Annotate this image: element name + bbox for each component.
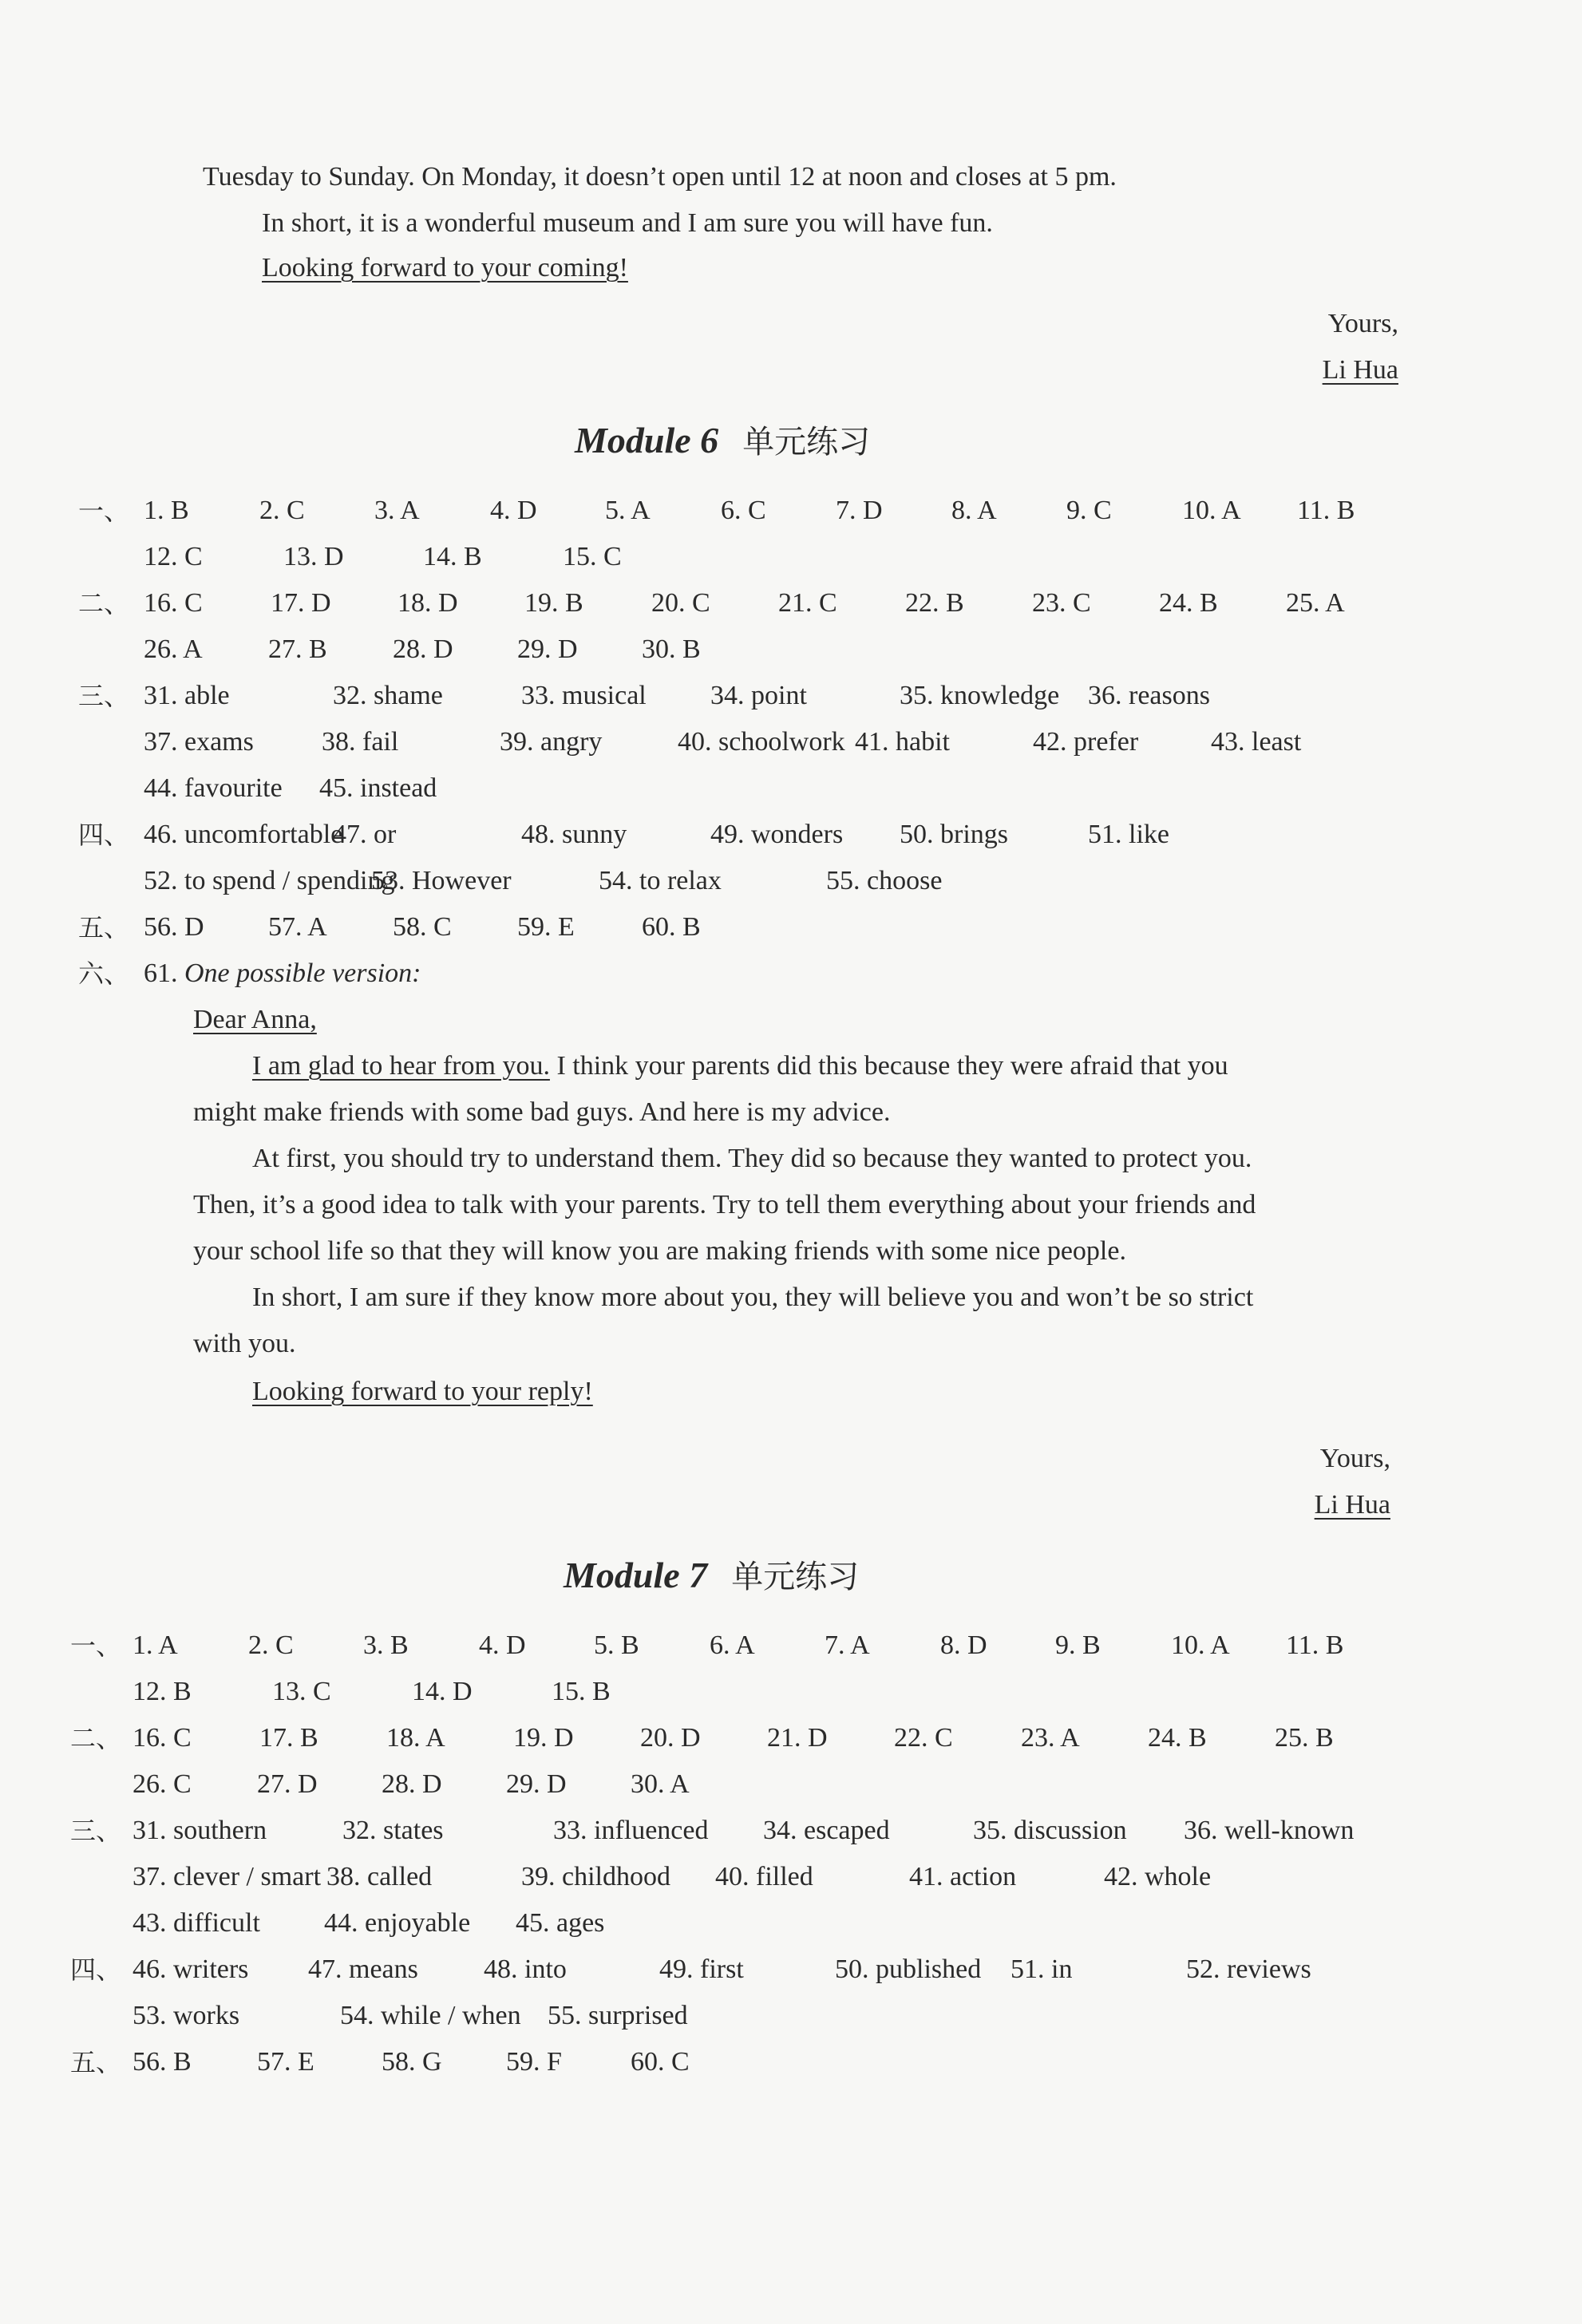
- letter-line: with you.: [193, 1329, 296, 1358]
- answer-item: 50. published: [835, 1954, 982, 1984]
- module7-heading: [564, 1551, 859, 1601]
- answer-item: 46. uncomfortable: [144, 820, 343, 849]
- answer-item: 51. in: [1011, 1954, 1073, 1984]
- answer-item: 10. A: [1182, 496, 1241, 525]
- answer-item: 13. C: [272, 1677, 331, 1706]
- answer-item: 21. C: [778, 588, 837, 618]
- answer-item: 44. enjoyable: [324, 1908, 471, 1938]
- answer-item: 42. prefer: [1033, 727, 1139, 757]
- answer-item: 24. B: [1148, 1723, 1207, 1753]
- answer-item: 3. A: [374, 496, 420, 525]
- answer-item: 10. A: [1171, 1630, 1230, 1660]
- question-number: [144, 956, 421, 991]
- letter-line: At first, you should try to understand them. They did so because they wanted to protect you.: [252, 1144, 1252, 1173]
- answer-item: 1. A: [132, 1630, 178, 1660]
- module7-title: Module 7: [564, 1555, 708, 1595]
- answer-item: 25. A: [1286, 588, 1345, 618]
- answer-item: 48. sunny: [521, 820, 627, 849]
- answer-item: 49. wonders: [710, 820, 844, 849]
- answer-item: 36. well-known: [1184, 1816, 1355, 1845]
- answer-item: 5. A: [605, 496, 651, 525]
- section-label: 四、: [78, 820, 130, 850]
- answer-item: 6. A: [710, 1630, 755, 1660]
- answer-item: 4. D: [479, 1630, 526, 1660]
- answer-item: 18. A: [386, 1723, 445, 1753]
- answer-item: 30. B: [642, 634, 701, 664]
- answer-item: 22. B: [905, 588, 964, 618]
- answer-item: 27. D: [257, 1769, 318, 1799]
- letter-line: Tuesday to Sunday. On Monday, it doesn’t open until 12 at noon and closes at 5 pm.: [203, 162, 1117, 192]
- answer-item: 2. C: [259, 496, 305, 525]
- answer-item: 43. difficult: [132, 1908, 260, 1938]
- answer-item: 31. southern: [132, 1816, 267, 1845]
- answer-item: 4. D: [490, 496, 537, 525]
- answer-item: 30. A: [631, 1769, 690, 1799]
- section-label: 一、: [78, 496, 130, 526]
- answer-item: 22. C: [894, 1723, 953, 1753]
- answer-item: 6. C: [721, 496, 766, 525]
- answer-item: 55. surprised: [548, 2001, 688, 2030]
- section-label: 二、: [70, 1723, 122, 1753]
- section-label: 三、: [70, 1816, 122, 1846]
- letter-line: might make friends with some bad guys. And here is my advice.: [193, 1097, 891, 1127]
- module7-title-cn: 单元练习: [731, 1559, 860, 1595]
- section-label: 五、: [70, 2047, 122, 2077]
- letter-line: In short, it is a wonderful museum and I am sure you will have fun.: [262, 208, 993, 238]
- section-label: 四、: [70, 1954, 122, 1985]
- answer-item: 15. C: [563, 542, 622, 571]
- letter-line-underlined: Looking forward to your reply!: [252, 1377, 593, 1406]
- answer-item: 56. D: [144, 912, 204, 942]
- answer-item: 9. C: [1066, 496, 1112, 525]
- answer-item: 45. ages: [516, 1908, 605, 1938]
- answer-item: 11. B: [1297, 496, 1355, 525]
- answer-item: 7. D: [836, 496, 883, 525]
- answer-item: 12. C: [144, 542, 203, 571]
- answer-item: 43. least: [1211, 727, 1302, 757]
- answer-item: 39. angry: [500, 727, 603, 757]
- answer-item: 56. B: [132, 2047, 192, 2077]
- answer-item: 33. musical: [521, 681, 647, 710]
- answer-item: 32. shame: [333, 681, 443, 710]
- answer-item: 44. favourite: [144, 773, 283, 803]
- letter-line-underlined: Looking forward to your coming!: [262, 253, 628, 283]
- answer-item: 41. habit: [855, 727, 950, 757]
- answer-item: 27. B: [268, 634, 327, 664]
- answer-item: 41. action: [909, 1862, 1017, 1891]
- answer-item: 38. fail: [322, 727, 399, 757]
- answer-item: 40. schoolwork: [678, 727, 845, 757]
- answer-item: 57. A: [268, 912, 327, 942]
- answer-item: 52. to spend / spending: [144, 866, 395, 895]
- answer-item: 14. B: [423, 542, 482, 571]
- answer-item: 58. C: [393, 912, 452, 942]
- answer-item: 59. F: [506, 2047, 562, 2077]
- answer-item: 51. like: [1088, 820, 1169, 849]
- answer-item: 29. D: [517, 634, 578, 664]
- letter-text: I think your parents did this because they were afraid that you: [549, 1051, 1228, 1081]
- letter-salutation: Dear Anna,: [193, 1005, 317, 1034]
- answer-item: 18. D: [397, 588, 458, 618]
- answer-item: 53. However: [371, 866, 512, 895]
- answer-item: 40. filled: [715, 1862, 813, 1891]
- answer-item: 5. B: [594, 1630, 639, 1660]
- answer-item: 37. clever / smart: [132, 1862, 322, 1891]
- answer-item: 24. B: [1159, 588, 1218, 618]
- answer-item: 8. A: [951, 496, 997, 525]
- answer-item: 25. B: [1275, 1723, 1334, 1753]
- answer-item: 48. into: [484, 1954, 567, 1984]
- answer-item: 60. B: [642, 912, 701, 942]
- letter-closing: Yours,: [1319, 1444, 1390, 1473]
- answer-item: 54. to relax: [599, 866, 722, 895]
- letter-signature: Li Hua: [1322, 355, 1398, 385]
- answer-item: 42. whole: [1104, 1862, 1212, 1891]
- answer-item: 46. writers: [132, 1954, 249, 1984]
- answer-item: 47. means: [308, 1954, 418, 1984]
- section-label: 六、: [78, 958, 130, 989]
- answer-item: 45. instead: [319, 773, 437, 803]
- module6-title-cn: 单元练习: [742, 424, 871, 460]
- answer-item: 17. D: [271, 588, 331, 618]
- answer-item: 26. C: [132, 1769, 192, 1799]
- answer-item: 3. B: [363, 1630, 409, 1660]
- answer-item: 35. knowledge: [900, 681, 1060, 710]
- answer-item: 21. D: [767, 1723, 828, 1753]
- answer-item: 12. B: [132, 1677, 192, 1706]
- answer-item: 55. choose: [826, 866, 943, 895]
- answer-item: 14. D: [412, 1677, 473, 1706]
- answer-item: 28. D: [382, 1769, 442, 1799]
- module6-title: Module 6: [575, 420, 719, 460]
- answer-item: 35. discussion: [973, 1816, 1127, 1845]
- answer-item: 29. D: [506, 1769, 567, 1799]
- section-label: 三、: [78, 681, 130, 711]
- answer-item: 54. while / when: [340, 2001, 521, 2030]
- q61-label: One possible version:: [184, 958, 421, 988]
- answer-item: 19. D: [513, 1723, 574, 1753]
- module6-heading: [575, 417, 870, 466]
- answer-item: 34. escaped: [763, 1816, 890, 1845]
- answer-item: 34. point: [710, 681, 807, 710]
- section-label: 五、: [78, 912, 130, 943]
- answer-item: 37. exams: [144, 727, 254, 757]
- answer-item: 57. E: [257, 2047, 314, 2077]
- answer-item: 9. B: [1055, 1630, 1101, 1660]
- answer-item: 11. B: [1286, 1630, 1344, 1660]
- underlined-phrase: I am glad to hear from you.: [252, 1051, 550, 1081]
- answer-item: 36. reasons: [1088, 681, 1210, 710]
- answer-item: 16. C: [144, 588, 203, 618]
- answer-item: 32. states: [342, 1816, 444, 1845]
- answer-item: 50. brings: [900, 820, 1008, 849]
- letter-line: your school life so that they will know you are making friends with some nice people.: [193, 1236, 1126, 1266]
- answer-item: 31. able: [144, 681, 230, 710]
- answer-item: 23. A: [1021, 1723, 1080, 1753]
- answer-item: 13. D: [283, 542, 344, 571]
- section-label: 一、: [70, 1630, 122, 1661]
- answer-item: 53. works: [132, 2001, 240, 2030]
- answer-item: 39. childhood: [521, 1862, 670, 1891]
- answer-item: 33. influenced: [553, 1816, 709, 1845]
- letter-line: Then, it’s a good idea to talk with your parents. Try to tell them everything about your friends and: [193, 1190, 1256, 1219]
- letter-closing: Yours,: [1327, 309, 1398, 338]
- section-label: 二、: [78, 588, 130, 619]
- answer-item: 16. C: [132, 1723, 192, 1753]
- answer-item: 49. first: [659, 1954, 744, 1984]
- answer-item: 1. B: [144, 496, 189, 525]
- answer-item: 58. G: [382, 2047, 442, 2077]
- answer-item: 8. D: [940, 1630, 987, 1660]
- answer-item: 28. D: [393, 634, 453, 664]
- letter-signature: Li Hua: [1314, 1490, 1390, 1520]
- answer-item: 38. called: [326, 1862, 433, 1891]
- answer-item: 20. D: [640, 1723, 701, 1753]
- answer-item: 19. B: [524, 588, 583, 618]
- answer-item: 17. B: [259, 1723, 318, 1753]
- answer-item: 7. A: [825, 1630, 870, 1660]
- answer-item: 52. reviews: [1186, 1954, 1311, 1984]
- answer-item: 23. C: [1032, 588, 1091, 618]
- letter-line: In short, I am sure if they know more about you, they will believe you and won’t be so strict: [252, 1283, 1254, 1312]
- answer-item: 26. A: [144, 634, 203, 664]
- q61-number: 61.: [144, 958, 178, 988]
- letter-line: [252, 1049, 1228, 1084]
- answer-item: 59. E: [517, 912, 575, 942]
- answer-item: 47. or: [333, 820, 397, 849]
- answer-item: 20. C: [651, 588, 710, 618]
- answer-item: 60. C: [631, 2047, 690, 2077]
- answer-item: 2. C: [248, 1630, 294, 1660]
- answer-item: 15. B: [552, 1677, 611, 1706]
